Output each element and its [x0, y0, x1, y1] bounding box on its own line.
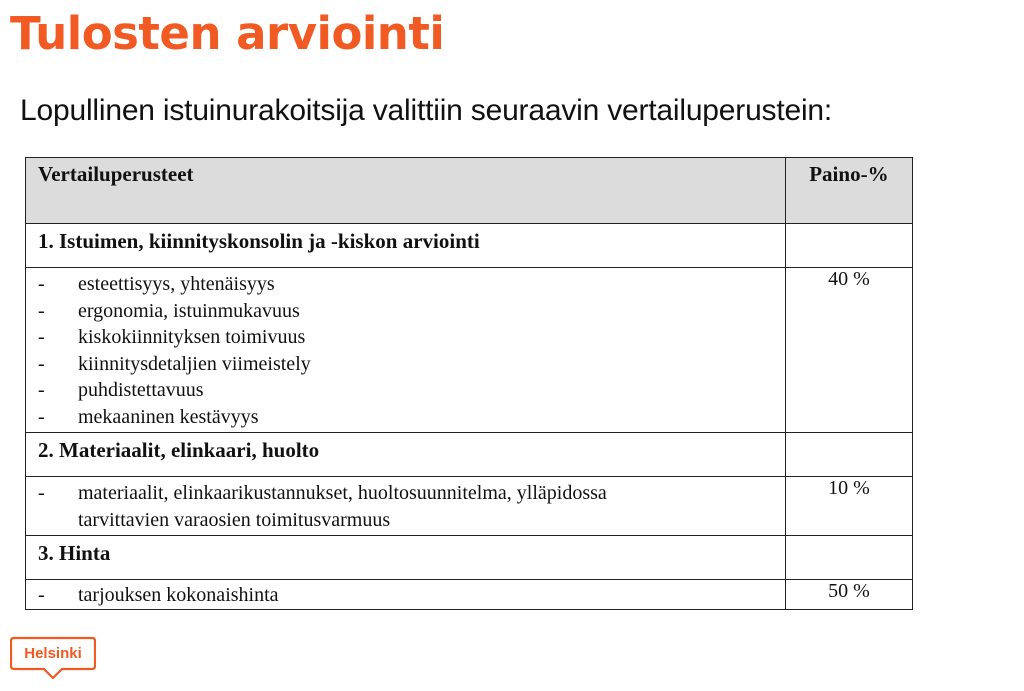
weight-cell: 50 % [785, 580, 912, 610]
table-header-row [26, 158, 913, 224]
list-item: - puhdistettavuus [38, 377, 773, 404]
logo-text: Helsinki [24, 645, 82, 662]
items-row [26, 580, 913, 610]
criteria-list [26, 580, 785, 609]
list-item: - kiinnitysdetaljien viimeistely [38, 351, 773, 378]
criteria-list [26, 268, 785, 432]
weight-cell: 10 % [785, 477, 912, 536]
list-item: - tarjouksen kokonaishinta [38, 582, 773, 609]
header-weight: Paino-% [785, 158, 912, 224]
items-cell [26, 477, 786, 536]
criteria-table [25, 157, 913, 610]
list-item: - kiskokiinnityksen toimivuus [38, 324, 773, 351]
items-cell [26, 268, 786, 433]
list-item: - materiaalit, elinkaarikustannukset, huoltosuunnitelma, ylläpidossa tarvittavien varaosien toimitusvarmuus [38, 480, 678, 533]
section-heading: 3. Hinta [26, 536, 786, 580]
items-row [26, 268, 913, 433]
list-item: - esteettisyys, yhtenäisyys [38, 271, 773, 298]
section-weight-empty [785, 224, 912, 268]
slide-title: Tulosten arviointi [10, 7, 445, 60]
section-row [26, 224, 913, 268]
items-cell [26, 580, 786, 610]
section-heading: 2. Materiaalit, elinkaari, huolto [26, 433, 786, 477]
section-row [26, 433, 913, 477]
header-criteria: Vertailuperusteet [26, 158, 786, 224]
list-item: - mekaaninen kestävyys [38, 404, 773, 431]
section-weight-empty [785, 433, 912, 477]
criteria-list [26, 477, 785, 535]
items-row [26, 477, 913, 536]
section-row [26, 536, 913, 580]
section-heading: 1. Istuimen, kiinnityskonsolin ja -kiskon arviointi [26, 224, 786, 268]
list-item: - ergonomia, istuinmukavuus [38, 298, 773, 325]
helsinki-logo [10, 636, 96, 680]
section-weight-empty [785, 536, 912, 580]
slide-subtitle: Lopullinen istuinurakoitsija valittiin seuraavin vertailuperustein: [20, 94, 833, 127]
weight-cell: 40 % [785, 268, 912, 433]
